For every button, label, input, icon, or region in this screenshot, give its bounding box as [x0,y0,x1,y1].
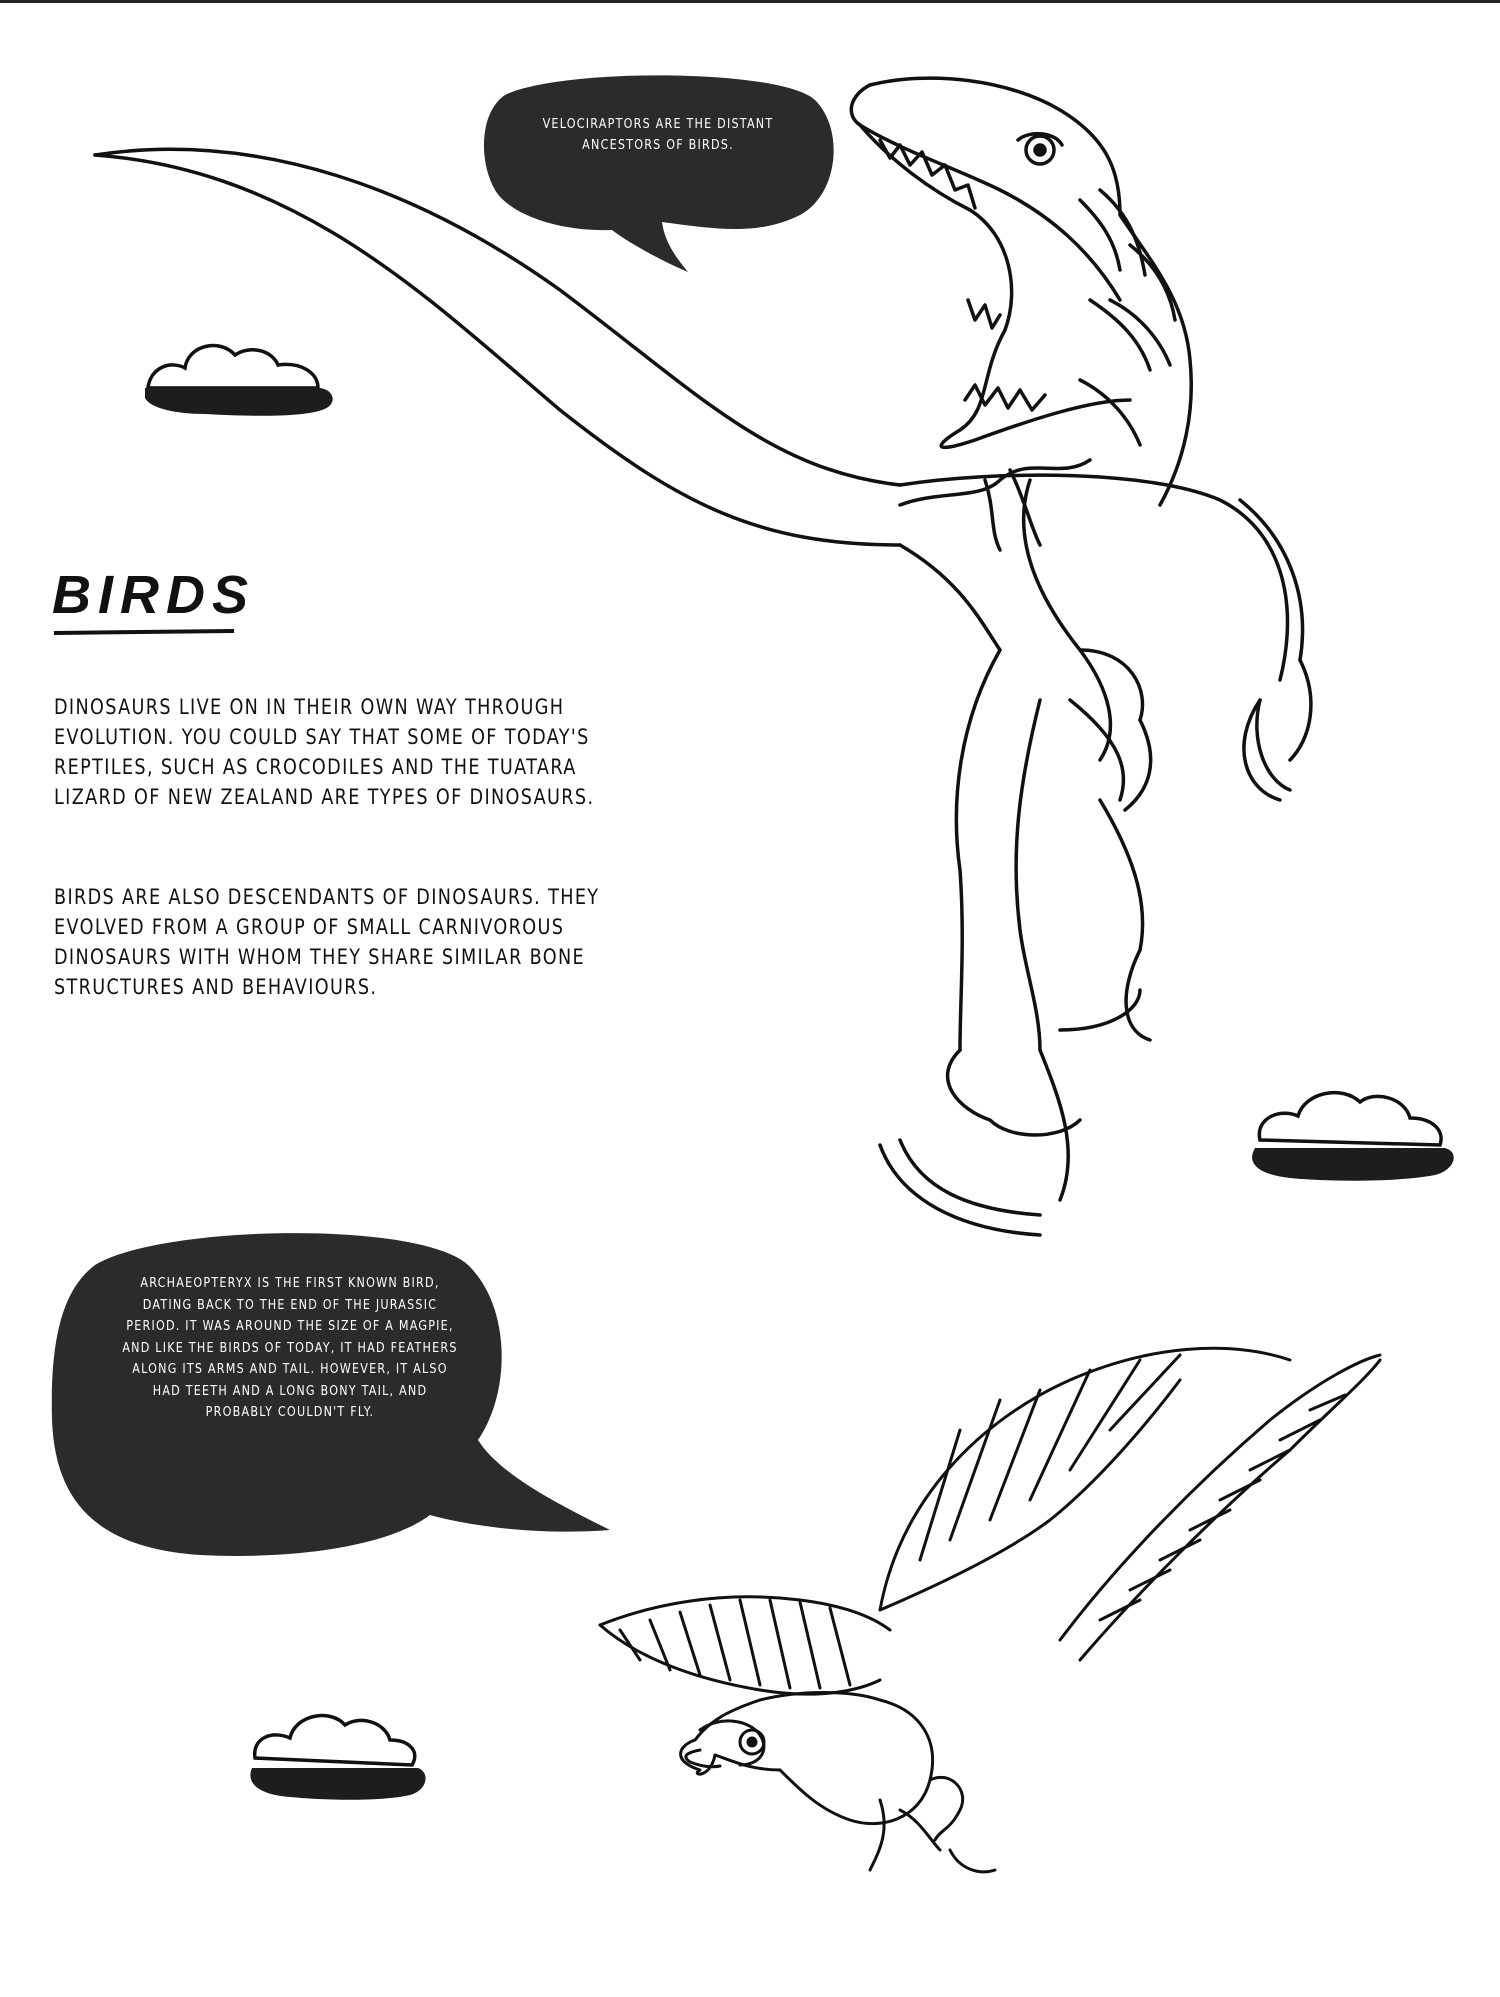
cloud-icon [250,1716,425,1800]
page-title: BIRDS [52,565,256,625]
velociraptor-illustration [95,78,1311,1235]
cloud-icon [145,346,333,416]
intro-paragraph: DINOSAURS LIVE ON IN THEIR OWN WAY THROUGH EVOLUTION. YOU COULD SAY THAT SOME OF TODAY'S REPTILES, SUCH AS CROCODILES AND THE TUATARA LIZARD OF NEW ZEALAND ARE TYPES OF DINOSAURS. [54,695,595,809]
velociraptor-bubble-text: VELOCIRAPTORS ARE THE DISTANT ANCESTORS OF BIRDS. [542,117,774,153]
archaeopteryx-bubble-text: ARCHAEOPTERYX IS THE FIRST KNOWN BIRD, DATING BACK TO THE END OF THE JURASSIC PERIOD. IT WAS AROUND THE SIZE OF A MAGPIE, AND LIKE THE BIRDS OF TODAY, IT HAD FEATHERS ALONG ITS ARMS AND TAIL. HOWEVER, IT ALSO HAD TEETH AND A LONG BONY TAIL, AND PROBABLY COULDN'T FLY. [122,1276,458,1420]
cloud-icon [1252,1093,1454,1181]
speech-bubble-velociraptor [484,75,834,272]
birds-paragraph: BIRDS ARE ALSO DESCENDANTS OF DINOSAURS. THEY EVOLVED FROM A GROUP OF SMALL CARNIVOROUS DINOSAURS WITH WHOM THEY SHARE SIMILAR BONE STRUCTURES AND BEHAVIOURS. [54,885,600,999]
archaeopteryx-illustration [600,1348,1380,1872]
